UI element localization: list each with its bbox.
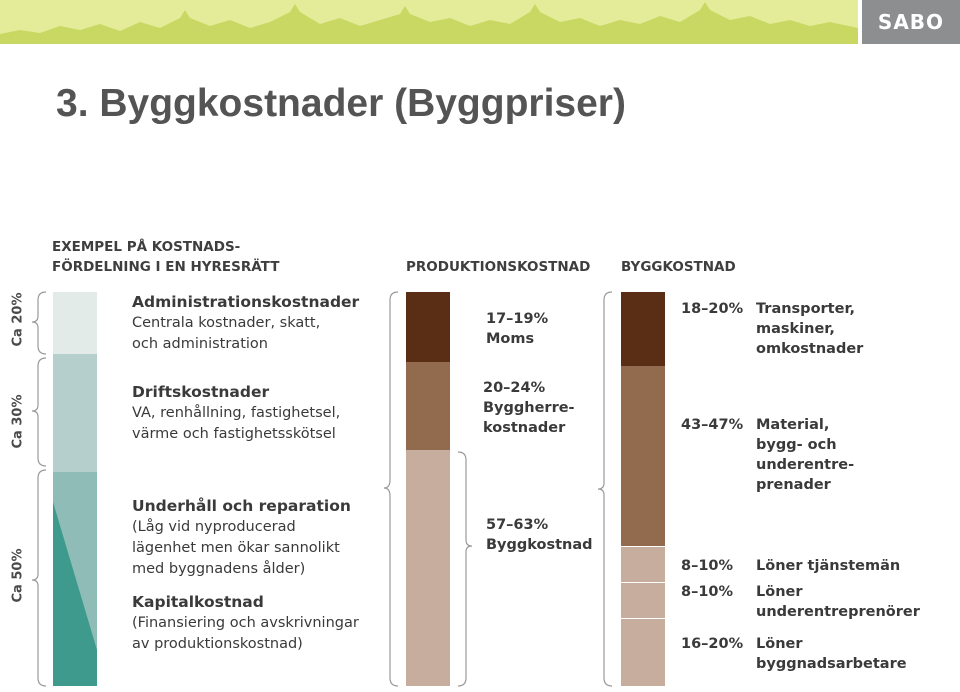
left-item-kapital-line2: av produktionskostnad)	[132, 636, 303, 652]
page-title: 3. Byggkostnader (Byggpriser)	[56, 82, 626, 125]
middle-item-byggherre-label2: kostnader	[483, 420, 566, 436]
right-item-transporter-pct: 18–20%	[681, 301, 744, 317]
right-item-underentreprenorer-label2: underentreprenörer	[756, 604, 920, 620]
left-item-kapital-title: Kapitalkostnad	[132, 593, 264, 611]
right-item-byggnadsarbetare	[756, 634, 907, 674]
right-item-underentreprenorer-label1: Löner	[756, 584, 803, 600]
middle-bar-moms	[406, 292, 450, 362]
left-item-drift-line2: värme och fastighetsskötsel	[132, 426, 336, 442]
right-item-byggnadsarbetare-pct: 16–20%	[681, 636, 744, 652]
right-item-byggnadsarbetare-label2: byggnadsarbetare	[756, 656, 907, 672]
logo-text: SABO	[877, 10, 945, 34]
right-item-tjansteman-pct: 8–10%	[681, 558, 734, 574]
right-item-underentreprenorer	[756, 582, 920, 622]
middle-item-byggherre	[483, 378, 575, 438]
left-bar-admin	[53, 292, 97, 354]
right-item-byggnadsarbetare-label1: Löner	[756, 636, 803, 652]
middle-item-byggkostnad	[486, 515, 593, 555]
left-item-underhall-line2: lägenhet men ökar sannolikt	[132, 540, 340, 556]
left-item-admin-line2: och administration	[132, 336, 268, 352]
left-heading-line2: FÖRDELNING I EN HYRESRÄTT	[52, 259, 280, 275]
middle-item-byggkostnad-pct: 57–63%	[486, 517, 549, 533]
right-bar-transporter	[621, 292, 665, 366]
left-item-underhall-line1: (Låg vid nyproducerad	[132, 519, 296, 535]
left-bar-drift	[53, 354, 97, 472]
right-bar-underentreprenorer	[621, 582, 665, 618]
middle-item-byggkostnad-label: Byggkostnad	[486, 537, 593, 553]
right-heading: BYGGKOSTNAD	[621, 259, 736, 275]
right-item-material-pct: 43–47%	[681, 417, 744, 433]
left-item-drift-title: Driftskostnader	[132, 383, 270, 401]
left-item-drift	[132, 382, 340, 445]
left-item-admin-line1: Centrala kostnader, skatt,	[132, 315, 321, 331]
middle-item-moms-label: Moms	[486, 331, 535, 347]
left-item-drift-line1: VA, renhållning, fastighetsel,	[132, 405, 341, 421]
right-item-transporter-label3: omkostnader	[756, 341, 864, 357]
side-label-20: Ca 20%	[10, 292, 26, 347]
left-bar-kapital	[53, 472, 97, 686]
middle-item-byggherre-pct: 20–24%	[483, 380, 546, 396]
right-item-material-label3: underentre-	[756, 457, 855, 473]
left-item-admin	[132, 292, 359, 355]
side-label-30: Ca 30%	[10, 394, 26, 449]
left-item-underhall-line3: med byggnadens ålder)	[132, 561, 306, 577]
middle-item-moms-pct: 17–19%	[486, 311, 549, 327]
right-item-material	[756, 415, 854, 495]
middle-bar-byggkostnad	[406, 450, 450, 686]
middle-heading: PRODUKTIONSKOSTNAD	[406, 259, 591, 275]
left-item-underhall	[132, 496, 351, 580]
middle-item-moms	[486, 309, 548, 349]
right-item-material-label2: bygg- och	[756, 437, 837, 453]
right-item-transporter	[756, 299, 863, 359]
middle-item-byggherre-label1: Byggherre-	[483, 400, 575, 416]
right-item-material-label1: Material,	[756, 417, 830, 433]
middle-bar-byggherre	[406, 362, 450, 450]
right-item-tjansteman-label1: Löner tjänstemän	[756, 558, 901, 574]
right-item-underentreprenorer-pct: 8–10%	[681, 584, 734, 600]
right-bar-byggnadsarbetare	[621, 618, 665, 686]
left-item-kapital-line1: (Finansiering och avskrivningar	[132, 615, 359, 631]
left-item-underhall-title: Underhåll och reparation	[132, 497, 351, 515]
left-heading-line1: EXEMPEL PÅ KOSTNADS-	[52, 239, 241, 255]
right-bar-material	[621, 366, 665, 546]
right-item-transporter-label1: Transporter,	[756, 301, 855, 317]
right-bar-tjansteman	[621, 546, 665, 582]
side-label-50: Ca 50%	[10, 548, 26, 603]
left-item-kapital	[132, 592, 359, 655]
right-item-material-label4: prenader	[756, 477, 831, 493]
left-item-admin-title: Administrationskostnader	[132, 293, 360, 311]
right-item-transporter-label2: maskiner,	[756, 321, 835, 337]
